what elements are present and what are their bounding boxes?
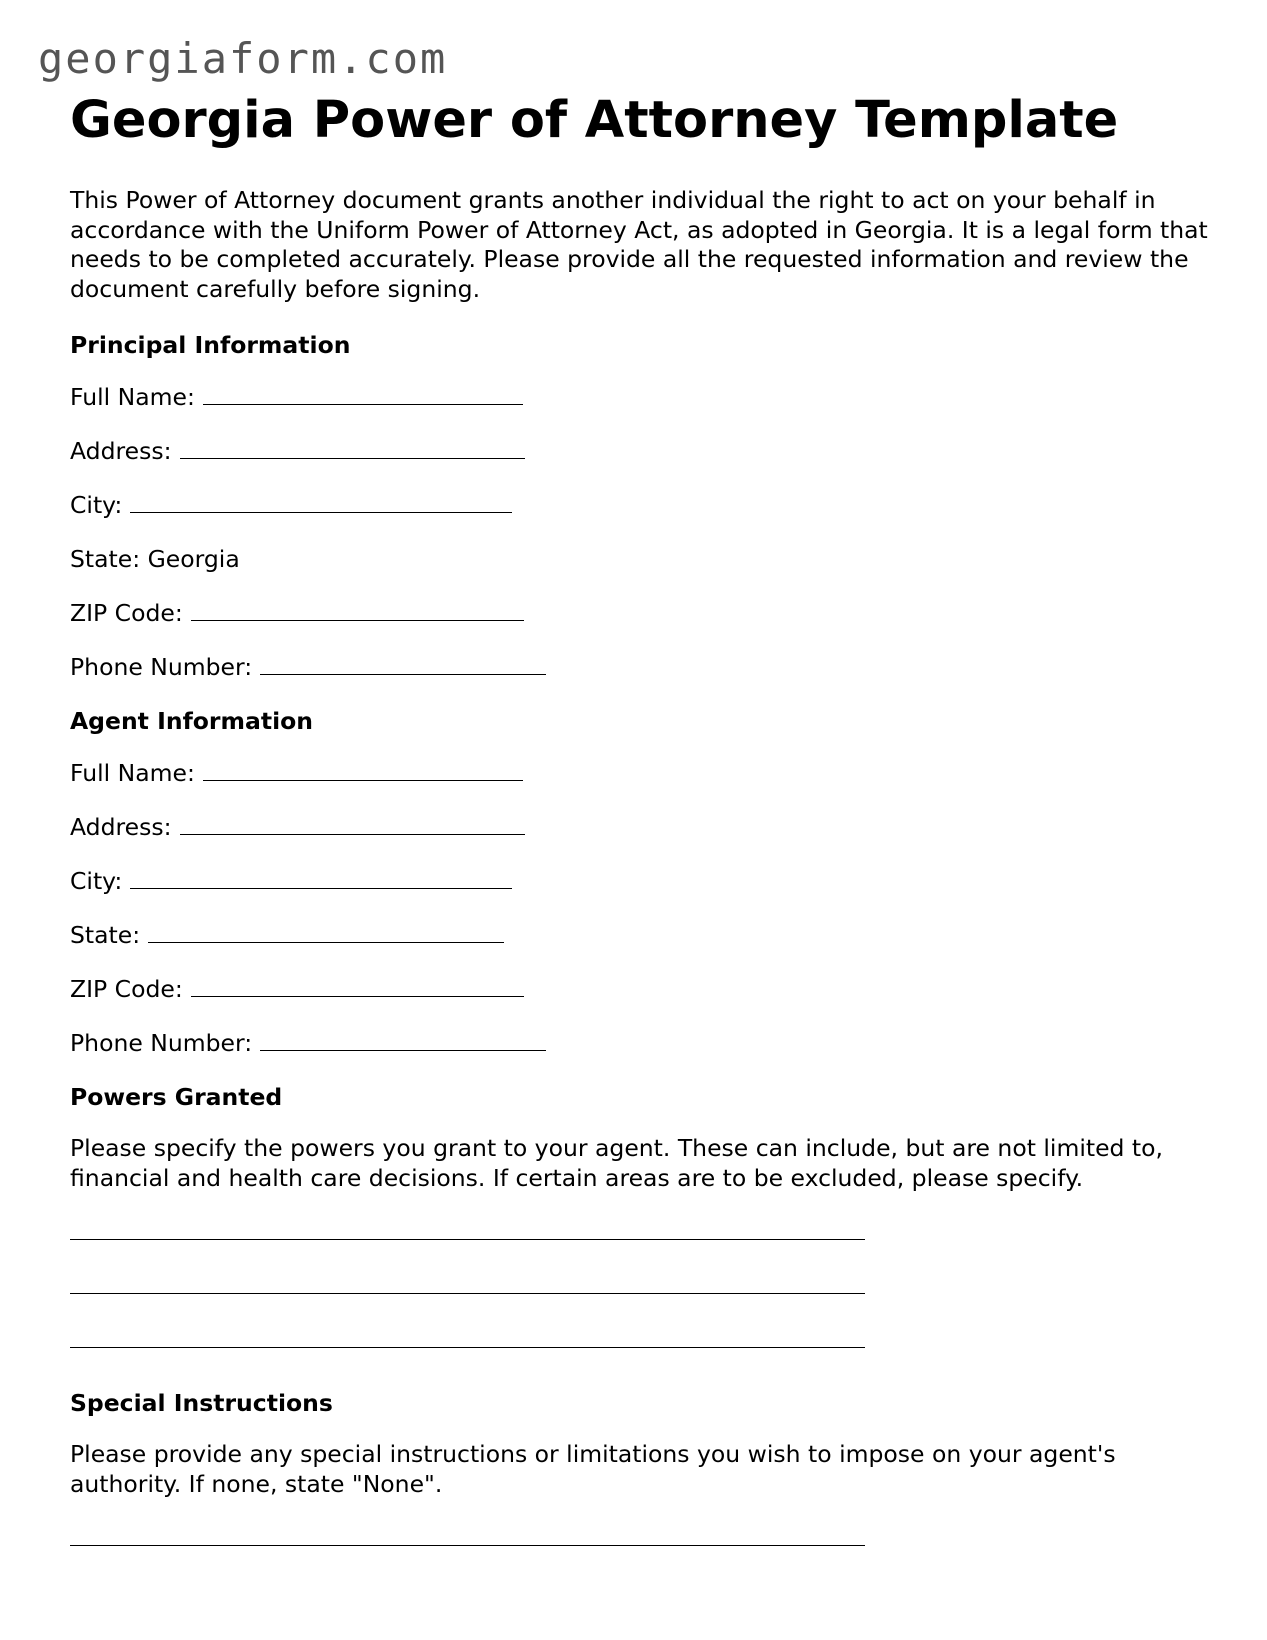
powers-line-2[interactable] [70,1293,865,1294]
agent-phone-input[interactable] [260,1028,546,1051]
principal-zip-label: ZIP Code: [70,599,183,627]
principal-heading: Principal Information [70,331,351,359]
principal-phone-input[interactable] [260,652,546,675]
agent-section [70,706,1210,1082]
powers-line-1[interactable] [70,1239,865,1240]
agent-state-label: State: [70,921,141,949]
principal-zip-input[interactable] [191,598,524,621]
powers-section [70,1082,1210,1348]
agent-zip-label: ZIP Code: [70,975,183,1003]
agent-zip-field [70,974,1210,1028]
principal-phone-field [70,652,1210,706]
agent-state-input[interactable] [148,920,504,943]
agent-full-name-field [70,758,1210,812]
special-instructions-heading: Special Instructions [70,1389,333,1417]
agent-full-name-label: Full Name: [70,759,195,787]
agent-address-label: Address: [70,813,172,841]
principal-city-input[interactable] [130,490,512,513]
principal-address-label: Address: [70,437,172,465]
principal-full-name-field [70,382,1210,436]
principal-phone-label: Phone Number: [70,653,253,681]
agent-zip-input[interactable] [191,974,524,997]
principal-city-label: City: [70,491,123,519]
principal-address-field [70,436,1210,490]
agent-city-input[interactable] [130,866,512,889]
principal-full-name-input[interactable] [203,382,523,405]
agent-phone-field [70,1028,1210,1082]
agent-heading: Agent Information [70,707,314,735]
document-page [70,90,1210,1599]
powers-heading: Powers Granted [70,1083,283,1111]
agent-address-field [70,812,1210,866]
principal-state-field [70,544,1210,598]
principal-section [70,330,1210,706]
agent-full-name-input[interactable] [203,758,523,781]
special-instructions-line-1[interactable] [70,1545,865,1546]
watermark: georgiaform.com [38,34,448,83]
principal-address-input[interactable] [180,436,525,459]
powers-description: Please specify the powers you grant to your agent. These can include, but are not limited to, financial and health care decisions. If certain areas are to be excluded, please specify. [70,1134,1163,1192]
special-instructions-description: Please provide any special instructions or limitations you wish to impose on your agent's authority. If none, state "None". [70,1440,1116,1498]
agent-city-label: City: [70,867,123,895]
principal-state-label: State: Georgia [70,545,240,573]
agent-address-input[interactable] [180,812,525,835]
intro-paragraph: This Power of Attorney document grants another individual the right to act on your behalf in accordance with the Uniform Power of Attorney Act, as adopted in Georgia. It is a legal form that needs to be completed accurately. Please provide all the requested information and review the document carefully before signing. [70,186,1208,303]
special-instructions-section [70,1388,1210,1546]
agent-phone-label: Phone Number: [70,1029,253,1057]
principal-full-name-label: Full Name: [70,383,195,411]
principal-city-field [70,490,1210,544]
agent-city-field [70,866,1210,920]
powers-line-3[interactable] [70,1347,865,1348]
agent-state-field [70,920,1210,974]
page-title: Georgia Power of Attorney Template [70,91,1119,150]
principal-zip-field [70,598,1210,652]
